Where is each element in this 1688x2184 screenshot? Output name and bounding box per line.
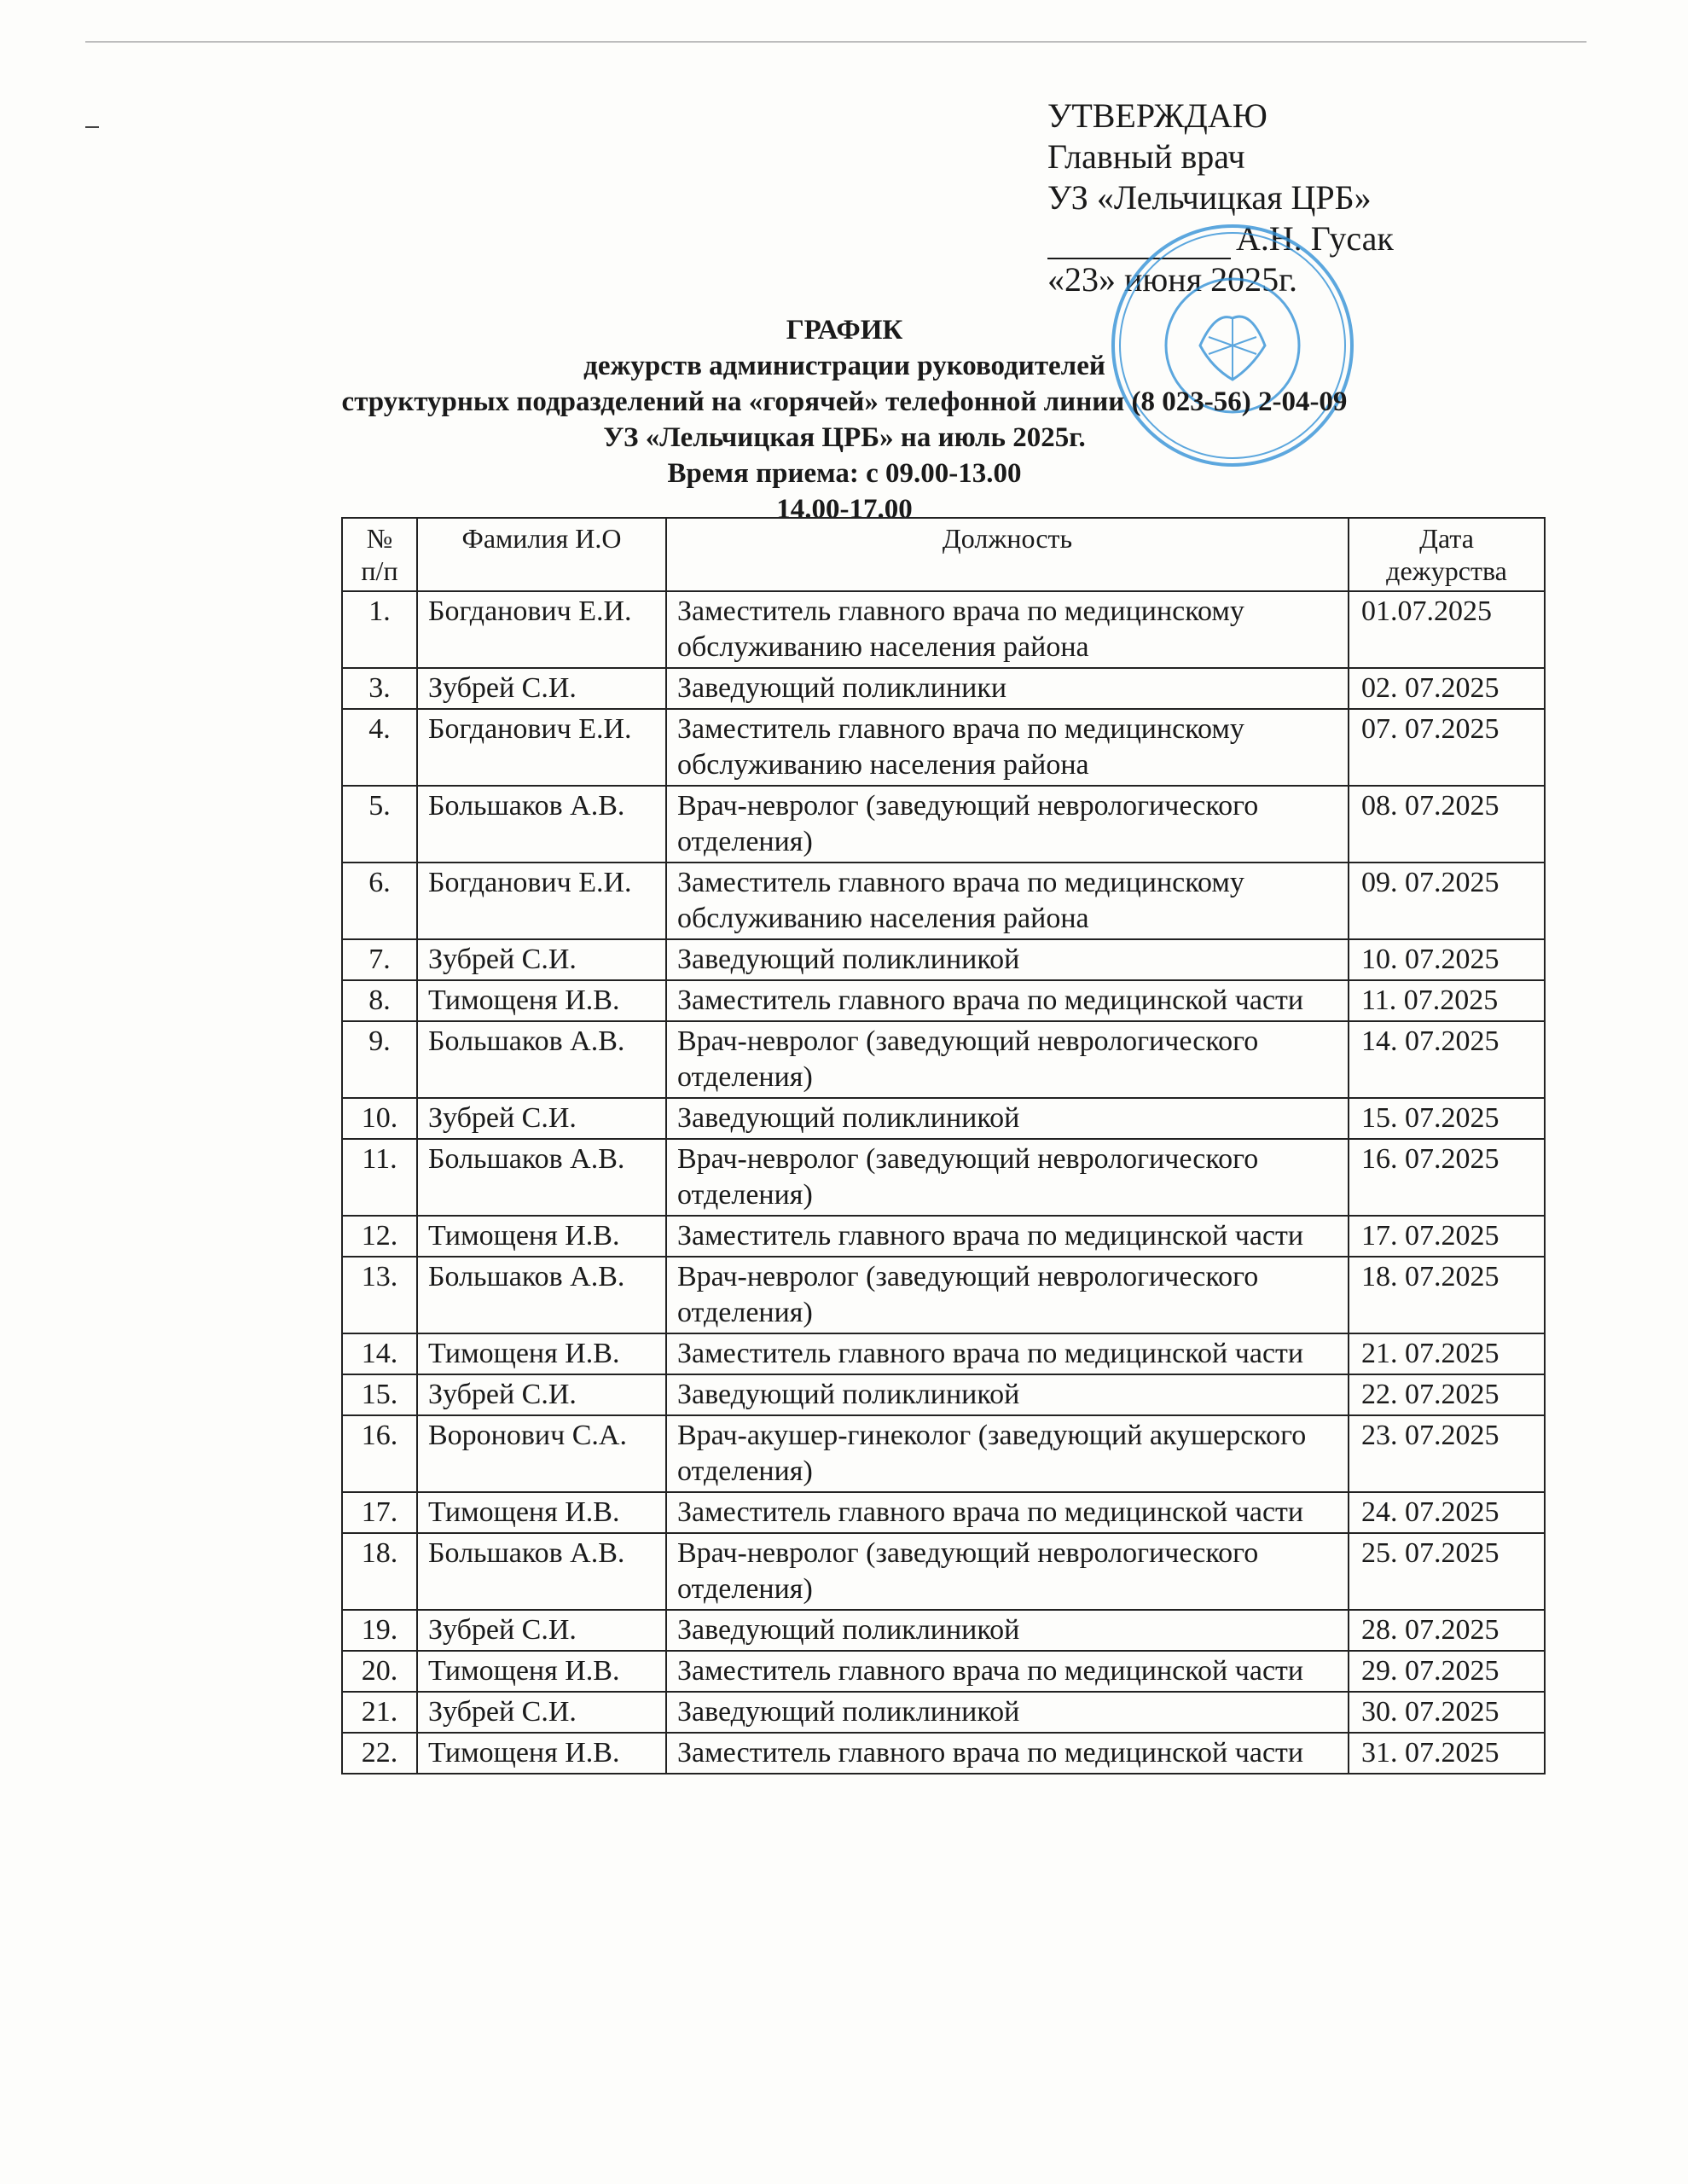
row-number: 21. (342, 1692, 417, 1733)
document-heading (154, 312, 1535, 527)
row-number: 16. (342, 1415, 417, 1492)
table-row (342, 1692, 1545, 1733)
row-name: Тимощеня И.В. (417, 1492, 666, 1533)
row-position: Заведующий поликлиникой (666, 1374, 1349, 1415)
row-position: Заместитель главного врача по медицинскому обслуживанию населения района (666, 591, 1349, 668)
table-row (342, 980, 1545, 1021)
table-row (342, 1333, 1545, 1374)
table-row (342, 1651, 1545, 1692)
row-name: Богданович Е.И. (417, 591, 666, 668)
table-row (342, 709, 1545, 786)
table-row (342, 863, 1545, 939)
row-date: 30. 07.2025 (1349, 1692, 1545, 1733)
row-position: Заместитель главного врача по медицинской части (666, 1216, 1349, 1257)
row-number: 6. (342, 863, 417, 939)
table-row (342, 1098, 1545, 1139)
row-date: 16. 07.2025 (1349, 1139, 1545, 1216)
row-date: 22. 07.2025 (1349, 1374, 1545, 1415)
table-row (342, 1733, 1545, 1774)
table-row (342, 939, 1545, 980)
row-number: 7. (342, 939, 417, 980)
row-number: 12. (342, 1216, 417, 1257)
row-name: Большаков А.В. (417, 786, 666, 863)
table-header-row (342, 518, 1545, 591)
row-date: 08. 07.2025 (1349, 786, 1545, 863)
row-name: Зубрей С.И. (417, 1692, 666, 1733)
row-date: 11. 07.2025 (1349, 980, 1545, 1021)
row-number: 20. (342, 1651, 417, 1692)
header-position: Должность (666, 518, 1349, 591)
row-date: 15. 07.2025 (1349, 1098, 1545, 1139)
heading-line-5: Время приема: с 09.00-13.00 (667, 458, 1022, 489)
table-row (342, 591, 1545, 668)
row-number: 14. (342, 1333, 417, 1374)
table-row (342, 786, 1545, 863)
row-name: Зубрей С.И. (417, 1098, 666, 1139)
approval-date: «23» июня 2025г. (1047, 260, 1297, 299)
row-position: Заместитель главного врача по медицинскому обслуживанию населения района (666, 863, 1349, 939)
row-name: Зубрей С.И. (417, 1610, 666, 1651)
row-date: 18. 07.2025 (1349, 1257, 1545, 1333)
table-row (342, 1492, 1545, 1533)
row-position: Заместитель главного врача по медицинской части (666, 1333, 1349, 1374)
margin-dash (85, 126, 99, 128)
header-date: Дата дежурства (1349, 518, 1545, 591)
row-name: Тимощеня И.В. (417, 980, 666, 1021)
row-number: 10. (342, 1098, 417, 1139)
row-number: 8. (342, 980, 417, 1021)
row-number: 17. (342, 1492, 417, 1533)
heading-line-4: УЗ «Лельчицкая ЦРБ» на июль 2025г. (603, 422, 1086, 453)
row-name: Богданович Е.И. (417, 709, 666, 786)
row-name: Зубрей С.И. (417, 939, 666, 980)
heading-line-3: структурных подразделений на «горячей» телефонной линии (8 023-56) 2-04-09 (341, 386, 1348, 417)
row-name: Большаков А.В. (417, 1257, 666, 1333)
row-position: Врач-невролог (заведующий неврологического отделения) (666, 786, 1349, 863)
row-date: 02. 07.2025 (1349, 668, 1545, 709)
row-position: Врач-невролог (заведующий неврологического отделения) (666, 1021, 1349, 1098)
row-position: Заместитель главного врача по медицинской части (666, 1492, 1349, 1533)
table-row (342, 1374, 1545, 1415)
row-date: 10. 07.2025 (1349, 939, 1545, 980)
row-date: 09. 07.2025 (1349, 863, 1545, 939)
row-number: 1. (342, 591, 417, 668)
row-number: 9. (342, 1021, 417, 1098)
row-name: Тимощеня И.В. (417, 1733, 666, 1774)
row-number: 5. (342, 786, 417, 863)
approval-org: УЗ «Лельчицкая ЦРБ» (1047, 178, 1372, 217)
row-name: Тимощеня И.В. (417, 1651, 666, 1692)
duty-schedule-table (341, 517, 1546, 1774)
row-position: Заведующий поликлиникой (666, 1692, 1349, 1733)
row-number: 3. (342, 668, 417, 709)
approval-title: УТВЕРЖДАЮ (1047, 96, 1267, 135)
row-position: Заместитель главного врача по медицинскому обслуживанию населения района (666, 709, 1349, 786)
row-name: Большаков А.В. (417, 1021, 666, 1098)
table-row (342, 1257, 1545, 1333)
signatory-name: А.Н. Гусак (1236, 219, 1394, 258)
row-number: 13. (342, 1257, 417, 1333)
row-number: 22. (342, 1733, 417, 1774)
row-name: Тимощеня И.В. (417, 1216, 666, 1257)
heading-line-6: 14.00-17.00 (776, 494, 913, 525)
header-num: № п/п (342, 518, 417, 591)
row-position: Заведующий поликлиникой (666, 1098, 1349, 1139)
row-position: Врач-невролог (заведующий неврологического отделения) (666, 1139, 1349, 1216)
row-position: Заведующий поликлиникой (666, 939, 1349, 980)
row-position: Заместитель главного врача по медицинской части (666, 1651, 1349, 1692)
row-number: 15. (342, 1374, 417, 1415)
row-date: 29. 07.2025 (1349, 1651, 1545, 1692)
row-date: 31. 07.2025 (1349, 1733, 1545, 1774)
table-row (342, 1533, 1545, 1610)
row-name: Большаков А.В. (417, 1139, 666, 1216)
row-number: 4. (342, 709, 417, 786)
table-row (342, 1021, 1545, 1098)
row-name: Зубрей С.И. (417, 668, 666, 709)
approval-role: Главный врач (1047, 137, 1245, 176)
table-row (342, 1216, 1545, 1257)
row-date: 24. 07.2025 (1349, 1492, 1545, 1533)
row-position: Заместитель главного врача по медицинской части (666, 1733, 1349, 1774)
row-position: Заведующий поликлиники (666, 668, 1349, 709)
row-number: 19. (342, 1610, 417, 1651)
row-position: Врач-невролог (заведующий неврологического отделения) (666, 1533, 1349, 1610)
row-date: 23. 07.2025 (1349, 1415, 1545, 1492)
row-position: Заместитель главного врача по медицинской части (666, 980, 1349, 1021)
row-date: 17. 07.2025 (1349, 1216, 1545, 1257)
table-row (342, 1415, 1545, 1492)
row-name: Тимощеня И.В. (417, 1333, 666, 1374)
heading-line-2: дежурств администрации руководителей (583, 351, 1105, 381)
row-position: Врач-невролог (заведующий неврологического отделения) (666, 1257, 1349, 1333)
row-number: 11. (342, 1139, 417, 1216)
heading-title: ГРАФИК (786, 315, 903, 346)
row-date: 07. 07.2025 (1349, 709, 1545, 786)
table-row (342, 668, 1545, 709)
row-number: 18. (342, 1533, 417, 1610)
top-rule (85, 41, 1586, 43)
table-row (342, 1139, 1545, 1216)
table-row (342, 1610, 1545, 1651)
row-name: Воронович С.А. (417, 1415, 666, 1492)
row-date: 25. 07.2025 (1349, 1533, 1545, 1610)
row-date: 21. 07.2025 (1349, 1333, 1545, 1374)
row-name: Большаков А.В. (417, 1533, 666, 1610)
row-position: Заведующий поликлиникой (666, 1610, 1349, 1651)
row-date: 28. 07.2025 (1349, 1610, 1545, 1651)
header-name: Фамилия И.О (417, 518, 666, 591)
row-date: 01.07.2025 (1349, 591, 1545, 668)
row-name: Зубрей С.И. (417, 1374, 666, 1415)
row-name: Богданович Е.И. (417, 863, 666, 939)
row-date: 14. 07.2025 (1349, 1021, 1545, 1098)
row-position: Врач-акушер-гинеколог (заведующий акушерского отделения) (666, 1415, 1349, 1492)
